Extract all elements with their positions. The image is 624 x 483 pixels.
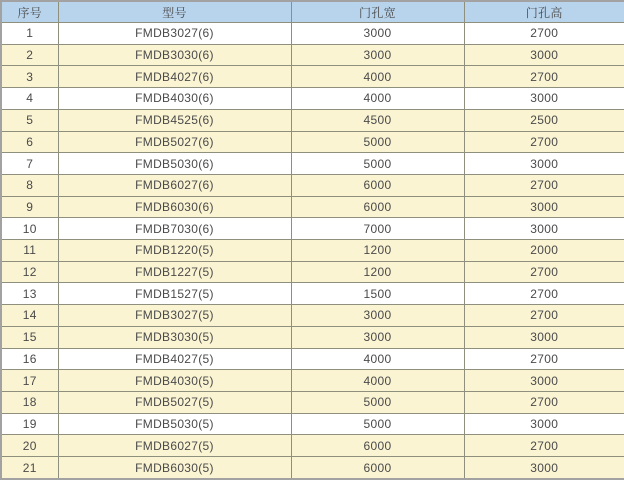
- table-cell: 2700: [464, 348, 624, 370]
- table-row: [1, 218, 624, 240]
- table-cell: FMDB7030(6): [58, 218, 291, 240]
- table-cell: 5000: [291, 413, 464, 435]
- table-cell: 5000: [291, 391, 464, 413]
- table-row: [1, 109, 624, 131]
- table-cell: 3000: [464, 44, 624, 66]
- table-row: [1, 23, 624, 45]
- table-cell: FMDB5027(6): [58, 131, 291, 153]
- table-cell: FMDB1220(5): [58, 240, 291, 262]
- table-cell: 3: [1, 66, 58, 88]
- table-cell: 4000: [291, 348, 464, 370]
- table-cell: 3000: [291, 305, 464, 327]
- table-cell: 4000: [291, 370, 464, 392]
- table-cell: 6000: [291, 174, 464, 196]
- table-cell: FMDB4030(6): [58, 88, 291, 110]
- header-row: [1, 1, 624, 23]
- table-row: [1, 326, 624, 348]
- table-cell: 11: [1, 240, 58, 262]
- table-cell: FMDB6030(6): [58, 196, 291, 218]
- table-cell: 2: [1, 44, 58, 66]
- table-row: [1, 44, 624, 66]
- table-cell: 1: [1, 23, 58, 45]
- table-cell: 17: [1, 370, 58, 392]
- column-header: 门孔宽: [291, 1, 464, 23]
- table-cell: 2700: [464, 23, 624, 45]
- table-cell: 21: [1, 457, 58, 479]
- table-cell: 1200: [291, 261, 464, 283]
- table-cell: 19: [1, 413, 58, 435]
- table-row: [1, 174, 624, 196]
- table-cell: FMDB5027(5): [58, 391, 291, 413]
- table-cell: 4500: [291, 109, 464, 131]
- table-cell: 2700: [464, 305, 624, 327]
- table-cell: 18: [1, 391, 58, 413]
- table-cell: 1500: [291, 283, 464, 305]
- table-cell: 3000: [291, 326, 464, 348]
- table-cell: 16: [1, 348, 58, 370]
- table-cell: 3000: [464, 413, 624, 435]
- table-cell: 15: [1, 326, 58, 348]
- table-cell: 3000: [291, 44, 464, 66]
- table-row: [1, 283, 624, 305]
- table-row: [1, 66, 624, 88]
- table-cell: FMDB4030(5): [58, 370, 291, 392]
- column-header: 序号: [1, 1, 58, 23]
- column-header: 型号: [58, 1, 291, 23]
- table-cell: 6000: [291, 196, 464, 218]
- table-cell: 3000: [464, 457, 624, 479]
- table-cell: FMDB6027(6): [58, 174, 291, 196]
- table-cell: 6000: [291, 435, 464, 457]
- table-row: [1, 391, 624, 413]
- table-cell: FMDB4525(6): [58, 109, 291, 131]
- table-cell: 4000: [291, 88, 464, 110]
- table-cell: 3000: [464, 370, 624, 392]
- table-cell: FMDB3027(6): [58, 23, 291, 45]
- table-cell: 2700: [464, 66, 624, 88]
- table-body: [1, 23, 624, 480]
- table-cell: 6: [1, 131, 58, 153]
- table-cell: 2700: [464, 391, 624, 413]
- table-row: [1, 348, 624, 370]
- table-cell: 3000: [464, 326, 624, 348]
- table-cell: 2700: [464, 131, 624, 153]
- table-cell: 3000: [464, 153, 624, 175]
- table-cell: FMDB3030(6): [58, 44, 291, 66]
- table-cell: 3000: [464, 88, 624, 110]
- table-cell: FMDB1227(5): [58, 261, 291, 283]
- table-cell: 2500: [464, 109, 624, 131]
- table-cell: 10: [1, 218, 58, 240]
- table-cell: FMDB6027(5): [58, 435, 291, 457]
- table-cell: 2700: [464, 435, 624, 457]
- table-row: [1, 196, 624, 218]
- table-row: [1, 88, 624, 110]
- table-cell: 2700: [464, 283, 624, 305]
- table-cell: 3000: [464, 218, 624, 240]
- table-cell: 4: [1, 88, 58, 110]
- table-cell: FMDB4027(5): [58, 348, 291, 370]
- table-cell: 14: [1, 305, 58, 327]
- table-cell: 2700: [464, 174, 624, 196]
- table-cell: FMDB6030(5): [58, 457, 291, 479]
- table-cell: 7000: [291, 218, 464, 240]
- table-row: [1, 370, 624, 392]
- table-cell: FMDB1527(5): [58, 283, 291, 305]
- table-cell: 6000: [291, 457, 464, 479]
- table-row: [1, 413, 624, 435]
- table-cell: 2000: [464, 240, 624, 262]
- table-cell: 5000: [291, 131, 464, 153]
- table-cell: 1200: [291, 240, 464, 262]
- table-row: [1, 457, 624, 479]
- table-cell: 20: [1, 435, 58, 457]
- table-cell: FMDB5030(5): [58, 413, 291, 435]
- column-header: 门孔高: [464, 1, 624, 23]
- table-cell: FMDB3027(5): [58, 305, 291, 327]
- table-row: [1, 131, 624, 153]
- table-cell: FMDB5030(6): [58, 153, 291, 175]
- table-cell: 9: [1, 196, 58, 218]
- table-cell: 13: [1, 283, 58, 305]
- table-cell: 5000: [291, 153, 464, 175]
- table-row: [1, 435, 624, 457]
- table-cell: 5: [1, 109, 58, 131]
- table-row: [1, 305, 624, 327]
- table-row: [1, 153, 624, 175]
- table-row: [1, 261, 624, 283]
- table-cell: 2700: [464, 261, 624, 283]
- table-cell: 8: [1, 174, 58, 196]
- table-row: [1, 240, 624, 262]
- table-cell: FMDB3030(5): [58, 326, 291, 348]
- table-cell: 3000: [464, 196, 624, 218]
- table-cell: 12: [1, 261, 58, 283]
- table-cell: 7: [1, 153, 58, 175]
- table-cell: 3000: [291, 23, 464, 45]
- table-cell: FMDB4027(6): [58, 66, 291, 88]
- table-cell: 4000: [291, 66, 464, 88]
